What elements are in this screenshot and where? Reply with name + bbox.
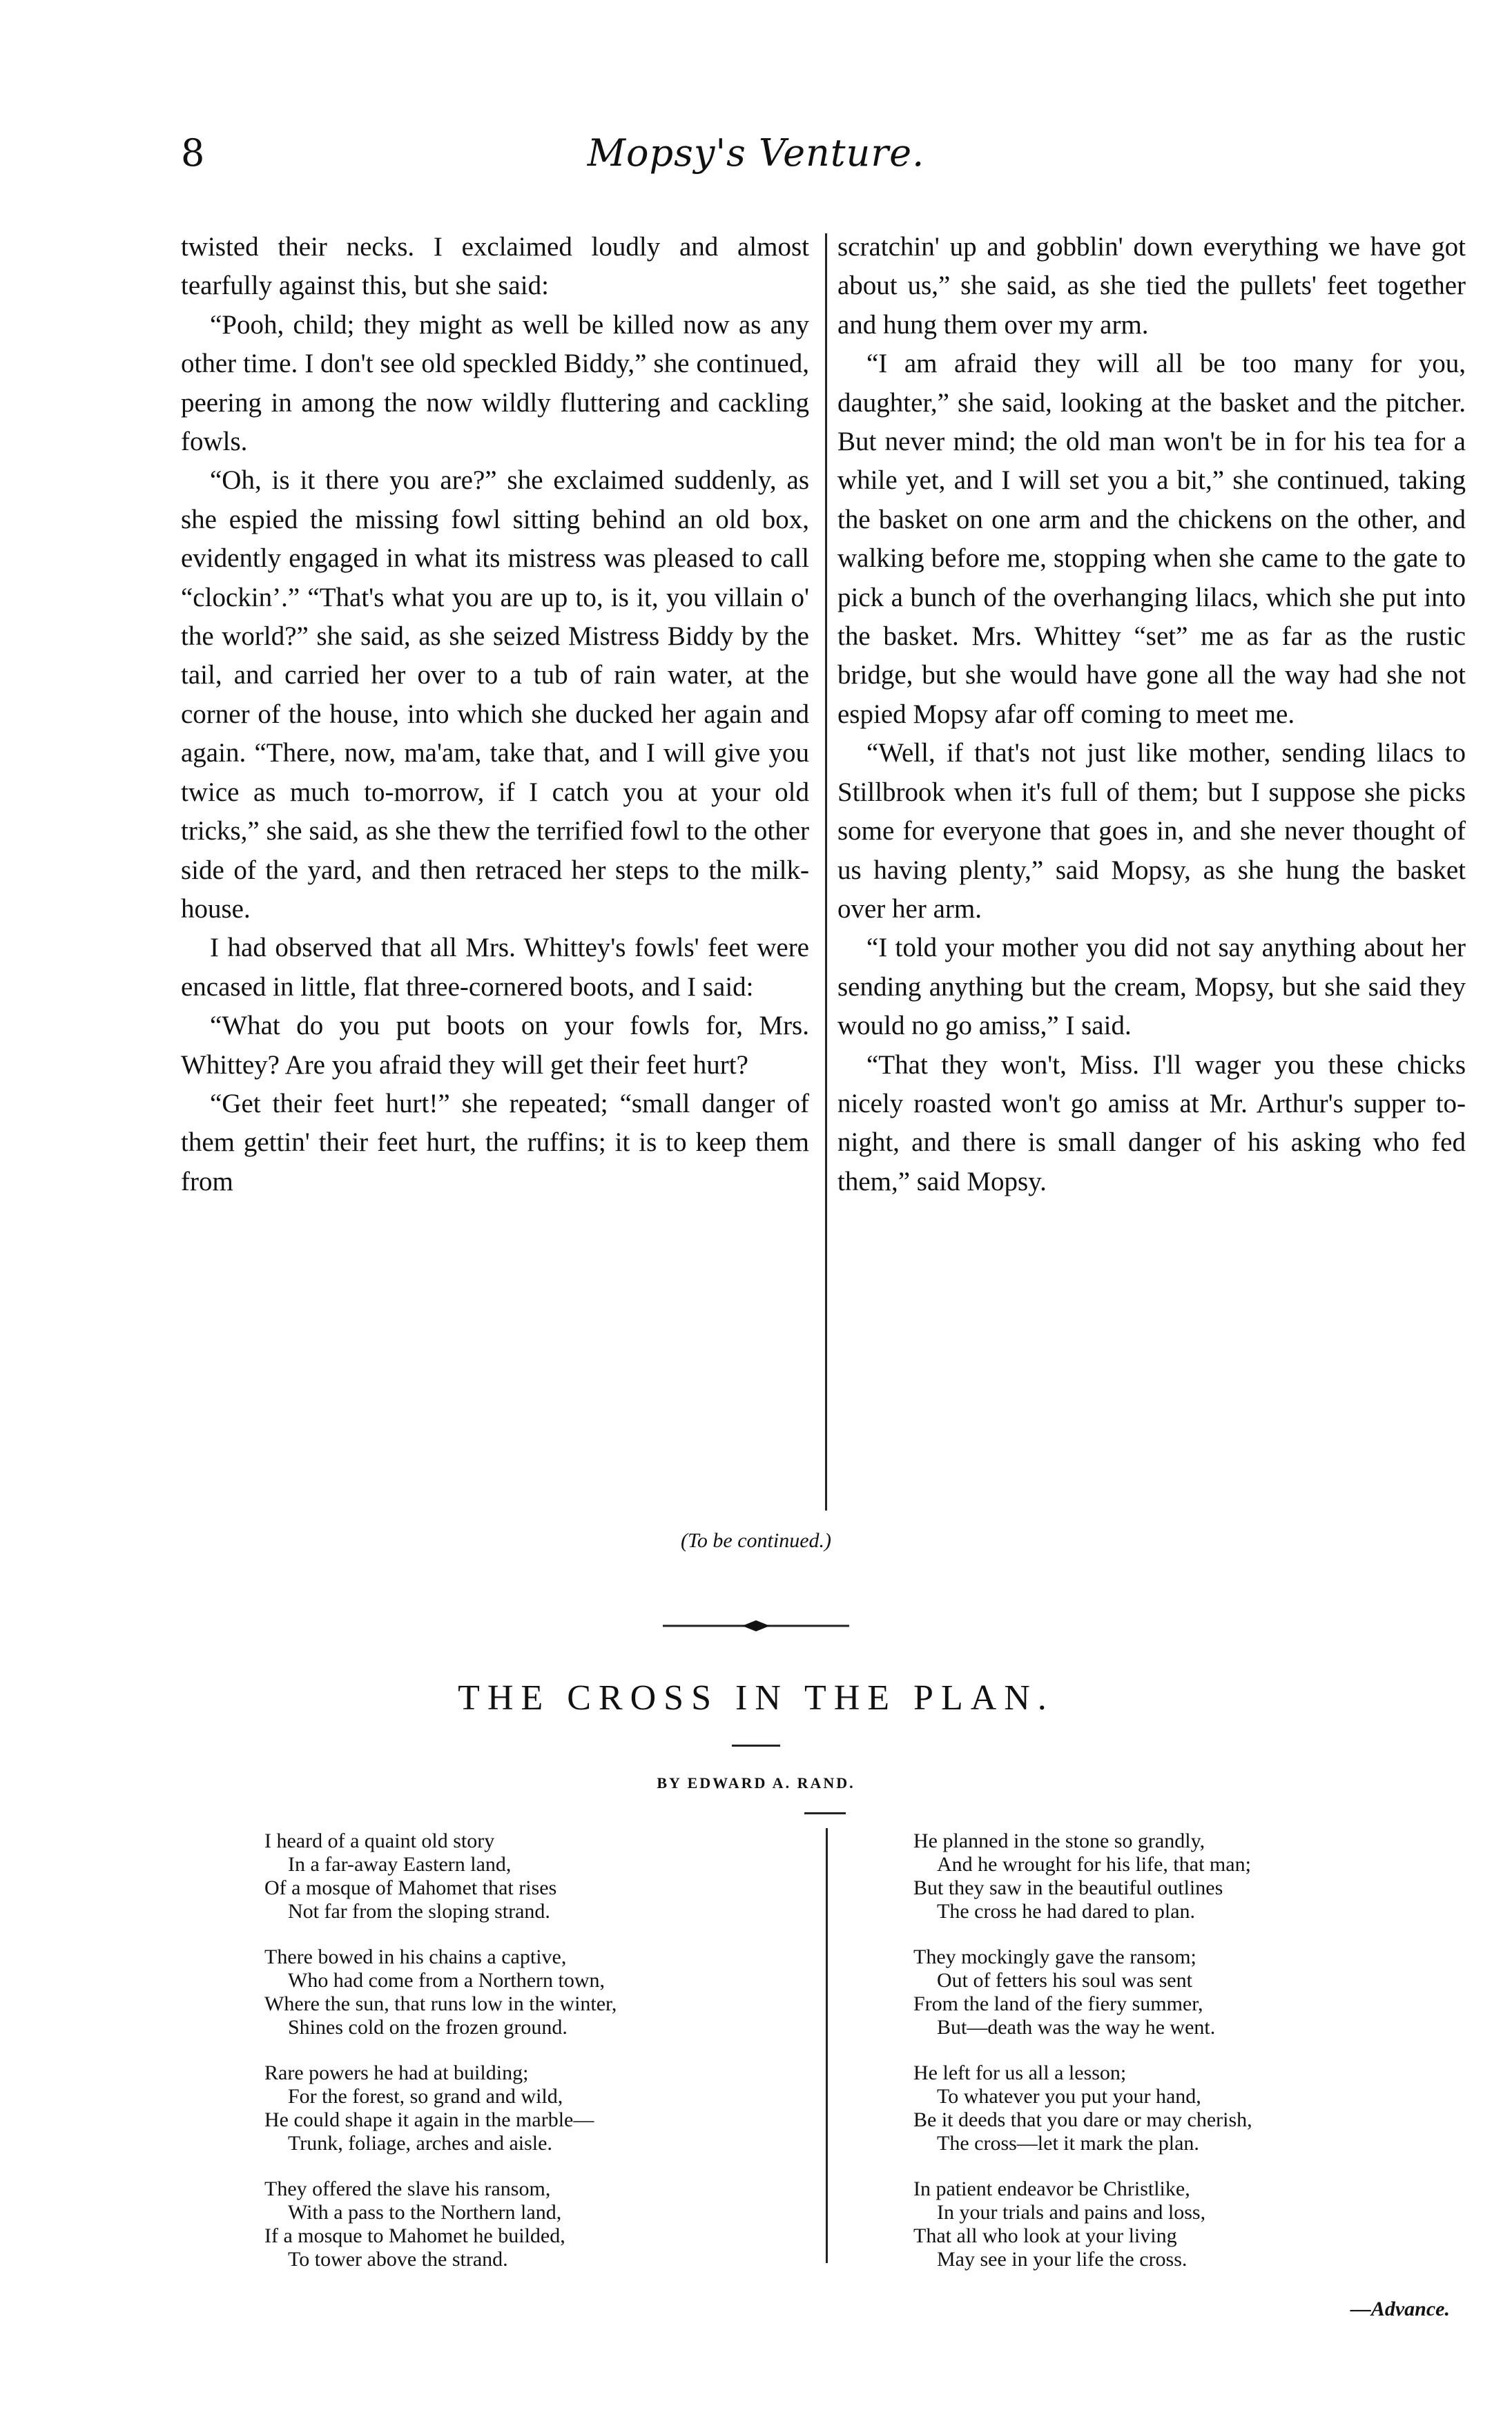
poem-line: But—death was the way he went. bbox=[937, 2016, 1216, 2039]
poem-line: Who had come from a Northern town, bbox=[288, 1969, 605, 1992]
poem-left-column bbox=[264, 1830, 803, 2293]
poem-line: For the forest, so grand and wild, bbox=[288, 2085, 563, 2108]
poem-line: Not far from the sloping strand. bbox=[288, 1900, 550, 1923]
poem-line: The cross he had dared to plan. bbox=[937, 1900, 1196, 1923]
column-divider bbox=[825, 233, 827, 1511]
poem-line: He left for us all a lesson; bbox=[913, 2061, 1127, 2084]
poem-stanza bbox=[913, 1945, 1466, 2039]
poem-line: The cross—let it mark the plan. bbox=[937, 2132, 1199, 2155]
ornament-divider bbox=[663, 1615, 849, 1636]
poem-line: In patient endeavor be Christlike, bbox=[913, 2177, 1190, 2200]
poem-line: He planned in the stone so grandly, bbox=[913, 1830, 1205, 1852]
poem-right-column bbox=[913, 1830, 1466, 2293]
title-rule bbox=[732, 1745, 780, 1747]
poem-line: He could shape it again in the marble— bbox=[264, 2108, 594, 2131]
poem-line: Out of fetters his soul was sent bbox=[937, 1969, 1192, 1992]
poem-line: To whatever you put your hand, bbox=[937, 2085, 1201, 2108]
poem-stanza bbox=[913, 1830, 1466, 1923]
poem-stanza bbox=[264, 1830, 803, 1923]
poem-line: They offered the slave his ransom, bbox=[264, 2177, 551, 2200]
story-paragraph: I had observed that all Mrs. Whittey's fowls' feet were encased in little, flat three-cornered boots, and I said: bbox=[181, 933, 809, 1002]
story-paragraph: “Get their feet hurt!” she repeated; “small danger of them gettin' their feet hurt, the ruffins; it is to keep them from bbox=[181, 1088, 809, 1196]
poem-line: From the land of the fiery summer, bbox=[913, 1992, 1203, 2015]
poem-line: That all who look at your living bbox=[913, 2224, 1177, 2247]
page-header bbox=[0, 131, 1512, 186]
poem-title: THE CROSS IN THE PLAN. bbox=[458, 1678, 1054, 1718]
continued-note: (To be continued.) bbox=[680, 1529, 832, 1552]
page-number: 8 bbox=[181, 131, 205, 175]
story-paragraph: “Pooh, child; they might as well be killed now as any other time. I don't see old speckled Biddy,” she continued, peering in among the now wildly fluttering and cackling fowls. bbox=[181, 309, 809, 457]
poem-byline: BY EDWARD A. RAND. bbox=[657, 1774, 855, 1792]
story-paragraph: twisted their necks. I exclaimed loudly and almost tearfully against this, but she said: bbox=[181, 232, 809, 301]
story-paragraph: “I told your mother you did not say anything about her sending anything but the cream, Mopsy, but she said they would no go amiss,” I said. bbox=[837, 933, 1466, 1041]
poem-line: They mockingly gave the ransom; bbox=[913, 1945, 1196, 1968]
story-paragraph: “I am afraid they will all be too many for you, daughter,” she said, looking at the basket and the pitcher. But never mind; the old man won't be in for his tea for a while yet, and I will set you a bit,” she continued, taking the basket on one arm and the chickens on the other, and walking before me, stopping when she came to the gate to pick a bunch of the overhanging lilacs, which she put into the basket. Mrs. Whittey “set” me as far as the rustic bridge, but she would have gone all the way had she not espied Mopsy afar off coming to meet me. bbox=[837, 349, 1466, 729]
story-paragraph: “Well, if that's not just like mother, sending lilacs to Stillbrook when it's full of them; but I suppose she picks some for everyone that goes in, and she never thought of us having plenty,” said Mopsy, as she hung the basket over her arm. bbox=[837, 738, 1466, 924]
poem-attribution: —Advance. bbox=[1350, 2298, 1450, 2320]
poem-line: I heard of a quaint old story bbox=[264, 1830, 495, 1852]
poem-line: If a mosque to Mahomet he builded, bbox=[264, 2224, 565, 2247]
poem-line: There bowed in his chains a captive, bbox=[264, 1945, 567, 1968]
poem-line: Where the sun, that runs low in the winter, bbox=[264, 1992, 617, 2015]
poem-column-divider bbox=[826, 1828, 828, 2263]
story-paragraph: “Oh, is it there you are?” she exclaimed suddenly, as she espied the missing fowl sitting behind an old box, evidently engaged in what its mistress was pleased to call “clockin’.” “That's what you are up to, is it, you villain o' the world?” she said, as she seized Mistress Biddy by the tail, and carried her over to a tub of rain water, at the corner of the house, into which she ducked her again and again. “There, now, ma'am, take that, and I will give you twice as much to-morrow, if I catch you at your old tricks,” she said, as she thew the terrified fowl to the other side of the yard, and then retraced her steps to the milk-house. bbox=[181, 465, 809, 924]
poem-line: But they saw in the beautiful outlines bbox=[913, 1876, 1223, 1899]
poem-line: In your trials and pains and loss, bbox=[937, 2201, 1206, 2224]
story-right-column bbox=[837, 228, 1466, 1201]
poem-line: In a far-away Eastern land, bbox=[288, 1853, 512, 1876]
poem-line: Rare powers he had at building; bbox=[264, 2061, 529, 2084]
poem-line: Trunk, foliage, arches and aisle. bbox=[288, 2132, 552, 2155]
poem-line: And he wrought for his life, that man; bbox=[937, 1853, 1251, 1876]
poem-line: Shines cold on the frozen ground. bbox=[288, 2016, 568, 2039]
poem-line: To tower above the strand. bbox=[288, 2248, 508, 2271]
story-paragraph: “What do you put boots on your fowls for, Mrs. Whittey? Are you afraid they will get their feet hurt? bbox=[181, 1011, 809, 1080]
story-left-column bbox=[181, 228, 809, 1201]
poem-stanza bbox=[264, 1945, 803, 2039]
poem-stanza bbox=[913, 2061, 1466, 2155]
poem-line: May see in your life the cross. bbox=[937, 2248, 1188, 2271]
poem-stanza bbox=[264, 2061, 803, 2155]
story-paragraph: scratchin' up and gobblin' down everything we have got about us,” she said, as she tied the pullets' feet together and hung them over my arm. bbox=[837, 232, 1466, 340]
story-paragraph: “That they won't, Miss. I'll wager you these chicks nicely roasted won't go amiss at Mr. Arthur's supper to-night, and there is small danger of his asking who fed them,” said Mopsy. bbox=[837, 1049, 1466, 1196]
poem-stanza bbox=[264, 2177, 803, 2271]
running-title: Mopsy's Venture. bbox=[587, 131, 925, 175]
byline-rule bbox=[804, 1812, 846, 1814]
poem-line: With a pass to the Northern land, bbox=[288, 2201, 562, 2224]
poem-line: Of a mosque of Mahomet that rises bbox=[264, 1876, 557, 1899]
poem-stanza bbox=[913, 2177, 1466, 2271]
poem-line: Be it deeds that you dare or may cherish, bbox=[913, 2108, 1252, 2131]
